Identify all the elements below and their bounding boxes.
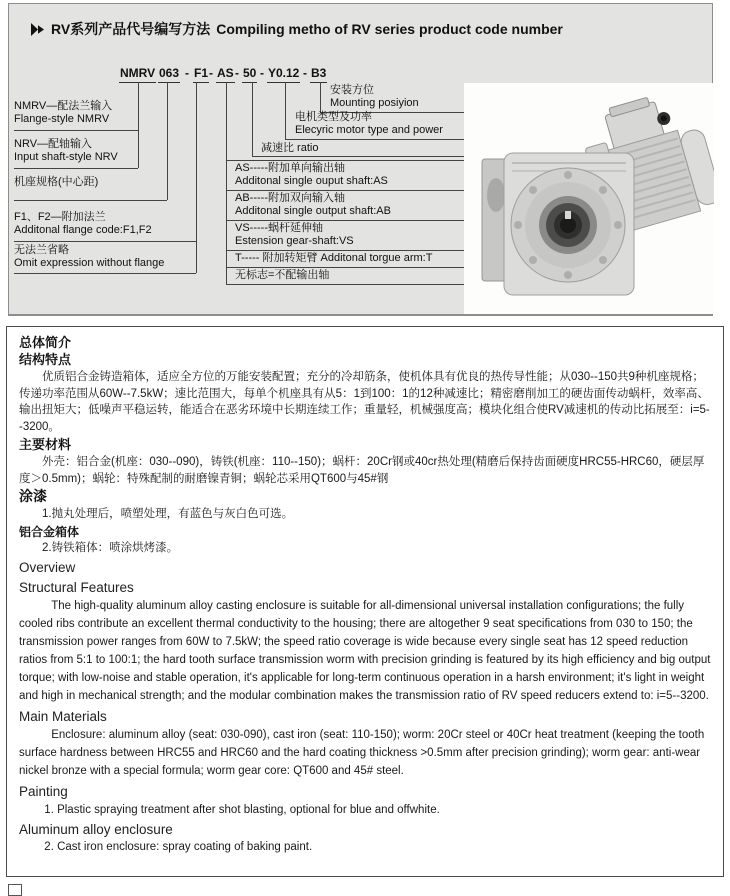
option-text-zh: AB-----附加双向输入轴	[235, 192, 345, 204]
option-text-zh: 无标志=不配输出轴	[235, 269, 330, 281]
heading-overview-en: Overview	[19, 560, 76, 575]
label-text-zh: 安装方位	[330, 84, 374, 96]
connector-line	[285, 82, 286, 139]
heading-painting-en: Painting	[19, 784, 68, 799]
connector-line	[196, 82, 197, 273]
heading-features-en: Structural Features	[19, 580, 134, 595]
label-frame-size	[14, 176, 98, 189]
label-flange-style-nmrv	[14, 100, 112, 126]
label-text-zh: NRV—配轴输入	[14, 138, 93, 150]
paragraph-materials-zh: 外壳：铝合金(机座：030--090)，铸铁(机座：110--150)；蜗杆：20Cr钢或40cr热处理(精磨后保持齿面硬度HRC55-HRC60，硬层厚度＞0.5mm)；蜗轮：特殊配制的耐磨镍青铜；蜗轮芯采用QT600与45#钢	[19, 456, 705, 485]
label-text-en: Elecyric motor type and power	[295, 124, 443, 136]
label-additional-flange	[14, 211, 152, 237]
option-text-zh: VS-----蜗杆延伸轴	[235, 222, 323, 234]
connector-line	[226, 82, 227, 160]
page-corner-mark	[8, 884, 22, 896]
code-segment-mounting: B3	[310, 66, 327, 83]
label-input-shaft-nrv	[14, 138, 118, 164]
label-mounting-position	[330, 84, 419, 110]
code-dash: -	[260, 66, 264, 80]
label-text-zh: F1、F2—附加法兰	[14, 211, 106, 223]
label-text-zh: 电机类型及功率	[295, 111, 372, 123]
label-text-en: Mounting posiyion	[330, 97, 419, 109]
code-segment-flange: F1	[193, 66, 209, 83]
connector-line	[252, 82, 253, 156]
label-text-zh: NMRV—配法兰输入	[14, 100, 113, 112]
code-dash: -	[303, 66, 307, 80]
gear-motor-illustration	[464, 83, 714, 314]
option-text-en: Estension gear-shaft:VS	[235, 235, 354, 247]
underline	[14, 241, 196, 242]
painting-item1-en: 1. Plastic spraying treatment after shot blasting, optional for blue and offwhite.	[44, 804, 440, 816]
code-dash: -	[235, 66, 239, 80]
paragraph-features-en: The high-quality aluminum alloy casting enclosure is suitable for all-dimensional universal installation configurations; the fully cooled ribs contribute an excellent thermal conductivity to the housing; there are altogether 9 seat specifications from 030 to 150; the transmission power ranges from 60W to 7.5kW; the speed ratio coverage is wide because every single seat has 12 speed reduction ratios from 5:1 to 100:1; the hard tooth surface transmission worm with precision grinding is featured by its high efficiency and big output torque; with low-noise and stable operation, it's applicable for long-term continuous operation in a harsh environment; it's light in weight and high in mechanical strength; and the modular combination makes the transmission ratio of RV speed reducers extend to: i=5--3200.	[19, 600, 711, 702]
option-text-en: Additonal single ouput shaft:AS	[235, 175, 388, 187]
connector-line	[320, 82, 321, 112]
label-motor-type-power	[295, 111, 443, 137]
option-as	[227, 161, 466, 191]
code-diagram-panel	[8, 3, 713, 316]
option-none	[227, 268, 466, 285]
option-text-zh: AS-----附加单向输出轴	[235, 162, 345, 174]
label-text-zh: 减速比 ratio	[261, 142, 319, 154]
heading-materials-en: Main Materials	[19, 709, 107, 724]
code-segment-motor: Y0.12	[267, 66, 300, 83]
label-omit-flange	[14, 244, 164, 270]
code-segment-shaft: AS	[216, 66, 235, 83]
paragraph-features-zh: 优质铝合金铸造箱体，适应全方位的万能安装配置；充分的冷却筋条，使机体具有优良的热传导性能；从030--150共9种机座规格；传递功率范围从60W--7.5kW；速比范围大，每单个机座具有从5：1到100：1的12种减速比；精密磨削加工的硬齿面传动蜗杆，效率高、输出扭矩大；低噪声平稳运转，能适合在恶劣环境中长期连续工作；重量轻，机械强度高；模块化组合使RV减速机的传动比拓展至：i=5--3200。	[19, 371, 710, 433]
label-reduction-ratio	[261, 142, 318, 155]
heading-painting-zh: 涂漆	[19, 488, 47, 504]
code-segment-series: NMRV	[119, 66, 156, 83]
page-title-zh: RV系列产品代号编写方法	[51, 21, 211, 37]
output-shaft-options	[226, 160, 466, 285]
heading-enclosure-zh: 铝合金箱体	[19, 524, 80, 539]
painting-item2-zh: 2.铸铁箱体：喷涂烘烤漆。	[42, 541, 179, 554]
connector-line	[138, 82, 139, 168]
label-text-en: Omit expression without flange	[14, 257, 165, 269]
heading-enclosure-en: Aluminum alloy enclosure	[19, 822, 173, 837]
label-text-en: Flange-style NMRV	[14, 113, 110, 125]
option-vs	[227, 221, 466, 251]
code-dash: -	[209, 66, 213, 80]
code-dash: -	[185, 66, 189, 80]
painting-item1-zh: 1.抛丸处理后，喷塑处理，有蓝色与灰白色可选。	[42, 508, 294, 520]
label-text-en: Input shaft-style NRV	[14, 151, 118, 163]
section-title-row	[30, 19, 563, 39]
gear-motor-photo	[464, 83, 714, 314]
option-t	[227, 251, 466, 268]
underline	[285, 139, 466, 140]
option-text-en: Additonal single output shaft:AB	[235, 205, 391, 217]
label-text-zh: 无法兰省略	[14, 244, 69, 256]
underline	[14, 200, 167, 201]
underline	[252, 156, 466, 157]
paragraph-materials-en: Enclosure: aluminum alloy (seat: 030-090), cast iron (seat: 110-150); worm: 20Cr steel or 40Cr heat treatment (keeping the tooth surface hardness between HRC55 and HRC60 and the hard coating thickness >0.5mm after precision grinding); worm gear: anti-wear nickel bronze with a special formula; worm gear core: QT600 and 45# steel.	[19, 729, 705, 777]
option-text-zh: T----- 附加转矩臂 Additonal torgue arm:T	[235, 252, 433, 264]
code-segment-size: 063	[158, 66, 180, 83]
double-arrow-icon	[30, 22, 45, 37]
code-segment-ratio: 50	[242, 66, 257, 83]
underline	[14, 273, 196, 274]
connector-line	[167, 82, 168, 200]
label-text-en: Additonal flange code:F1,F2	[14, 224, 152, 236]
label-text-zh: 机座规格(中心距)	[14, 176, 99, 188]
page-title-en: Compiling metho of RV series product code number	[216, 21, 563, 37]
underline	[14, 168, 138, 169]
heading-overview-zh: 总体简介	[19, 335, 72, 350]
underline	[14, 130, 138, 131]
heading-materials-zh: 主要材料	[19, 437, 72, 452]
heading-features-zh: 结构特点	[19, 352, 72, 367]
option-ab	[227, 191, 466, 221]
description-box	[6, 326, 724, 877]
painting-item2-en: 2. Cast iron enclosure: spray coating of baking paint.	[44, 841, 313, 853]
